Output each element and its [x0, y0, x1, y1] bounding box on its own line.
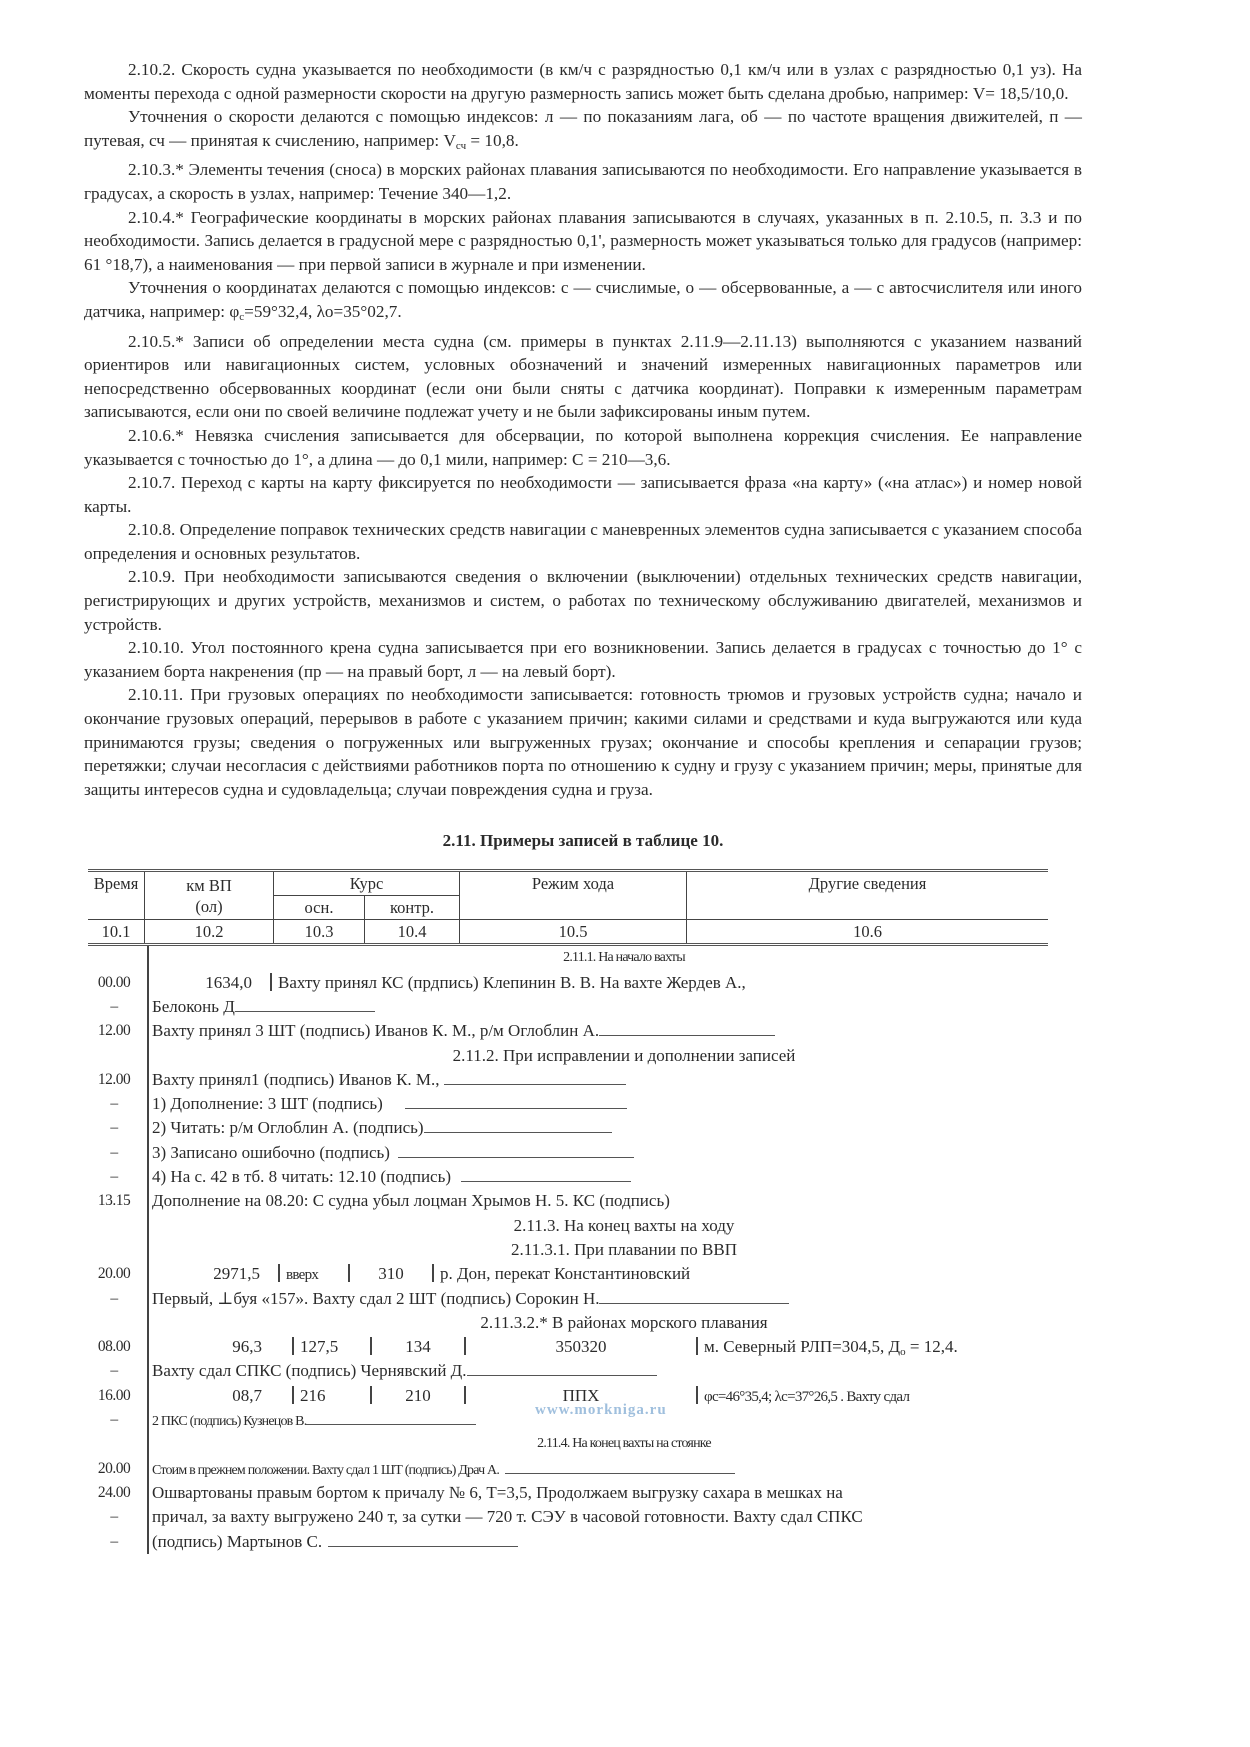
- header-mode: Режим хода: [460, 871, 687, 920]
- paragraph-2-10-2-speed-indices: Уточнения о скорости делаются с помощью индексов: л — по показаниям лага, об — по частоте вращения движителей, п — путевая, сч — принятая к счислению, например: $V_{сч} = 10,8$.: [84, 107, 1082, 152]
- signature-line: [505, 1457, 735, 1474]
- log-row: – 2) Читать: р/м Оглоблин А. (подпись): [88, 1116, 1048, 1140]
- paragraph-2-10-5: 2.10.5.* Записи об определении места судна (см. примеры в пунктах 2.11.9—2.11.13) выполняются с указанием названий ориентиров или навигационных систем, условных обозначений и значений измеренных навигационных параметров или непосредственно обсервованных координат (если они были сняты с датчика координат). Поправки к измеренным параметрам записываются, если они по своей величине подлежат учету и не были зафиксированы иным путем.: [84, 331, 1082, 422]
- signature-line: [467, 1359, 657, 1376]
- col-num-5: 10.5: [460, 920, 687, 945]
- log-examples: [88, 946, 1048, 1553]
- subsection-title: 2.11.3.2.* В районах морского плавания: [480, 1312, 768, 1332]
- watermark: www.morkniga.ru: [535, 1402, 667, 1418]
- paragraph-2-10-4: 2.10.4.* Географические координаты в морских районах плавания записываются в случаях, указанных в п. 2.10.5, п. 3.3 и по необходимости. Запись делается в градусной мере с разрядностью 0,1', размерность может указываться только для градусов (например: 61 °18,7), а наименования — при первой записи в журнале и при изменении.: [84, 207, 1082, 274]
- paragraph-2-10-9: 2.10.9. При необходимости записываются сведения о включении (выключении) отдельных технических средств навигации, регистрирующих и других устройств, механизмов и систем, о работах по техническому обслуживанию двигателей, механизмов и устройств.: [84, 567, 1082, 634]
- col-num-6: 10.6: [687, 920, 1049, 945]
- paragraph-2-10-10: 2.10.10. Угол постоянного крена судна записывается при его возникновении. Запись делается в градусах с точностью до 1° с указанием борта накренения (пр — на правый борт, л — на левый борт).: [84, 638, 1082, 681]
- log-row: – 1) Дополнение: 3 ШТ (подпись): [88, 1092, 1048, 1116]
- subsection-title: 2.11.3.1. При плавании по ВВП: [510, 1239, 738, 1259]
- subsection-title: 2.11.2. При исправлении и дополнении записей: [452, 1045, 796, 1065]
- signature-line: [306, 1408, 476, 1425]
- signature-line: [599, 1287, 789, 1304]
- log-row: 12.00 Вахту принял1 (подпись) Иванов К. М.,: [88, 1068, 1048, 1092]
- log-row: – Первый, ⊥буя «157». Вахту сдал 2 ШТ (подпись) Сорокин Н.: [88, 1287, 1048, 1311]
- log-row: 24.00 Ошвартованы правым бортом к причалу № 6, Т=3,5, Продолжаем выгрузку сахара в мешках на: [97, 1482, 843, 1502]
- signature-line: [599, 1019, 775, 1036]
- col-num-1: 10.1: [88, 920, 145, 945]
- signature-line: [328, 1530, 518, 1547]
- col-num-3: 10.3: [274, 920, 365, 945]
- signature-line: [235, 995, 375, 1012]
- signature-line: [461, 1165, 631, 1182]
- signature-line: [405, 1092, 627, 1109]
- header-other: Другие сведения: [687, 871, 1049, 920]
- signature-line: [444, 1068, 626, 1085]
- paragraph-2-10-6: 2.10.6.* Невязка счисления записывается для обсервации, по которой выполнена коррекция счисления. Ее направление указывается с точностью до 1°, а длина — до 0,1 мили, например: С = 210—3,6.: [84, 425, 1082, 469]
- log-row: 00.00 1634,0 Вахту принял КС (прдпись) Клепинин В. В. На вахте Жердев А.,: [97, 972, 746, 992]
- paragraph-2-10-3: 2.10.3.* Элементы течения (сноса) в морских районах плавания записываются по необходимости. Его направление указывается в градусах, а скорость в узлах, например: Течение 340—1,2.: [84, 160, 1082, 203]
- log-row: – (подпись) Мартынов С.: [88, 1530, 1048, 1554]
- paragraph-2-10-8: 2.10.8. Определение поправок технических средств навигации с маневренных элементов судна записывается с указанием способа определения и основных результатов.: [84, 520, 1082, 563]
- log-row: 20.00 Стоим в прежнем положении. Вахту сдал 1 ШТ (подпись) Драч А.: [88, 1457, 1048, 1481]
- log-row: 20.00 2971,5 вверх 310 р. Дон, перекат Константиновский: [97, 1264, 691, 1284]
- log-row: – 4) На с. 42 в тб. 8 читать: 12.10 (подпись): [88, 1165, 1048, 1189]
- header-course-main: осн.: [274, 896, 365, 920]
- paragraph-2-10-11: 2.10.11. При грузовых операциях по необходимости записывается: готовность трюмов и грузовых устройств судна; начало и окончание грузовых операций, перерывов в работе с указанием причин; какими силами и средствами и куда выгружаются или куда принимаются грузы; сведения о погруженных или выгруженных грузах; окончание и способы крепления и сепарации грузов; перетяжки; случаи несогласия с действиями работников порта по отношению к судну и грузу с указанием причин; меры, принятые для защиты интересов судна и судовладельца; случаи повреждения судна и груза.: [84, 685, 1082, 799]
- subsection-title: 2.11.4. На конец вахты на стоянке: [537, 1436, 711, 1452]
- signature-line: [424, 1116, 612, 1133]
- log-row: – Вахту сдал СПКС (подпись) Чернявский Д.: [88, 1359, 1048, 1383]
- log-row: – причал, за вахту выгружено 240 т, за сутки — 720 т. СЭУ в часовой готовности. Вахту сдал СПКС: [110, 1507, 863, 1527]
- subsection-title: 2.11.1. На начало вахты: [563, 950, 685, 966]
- paragraph-2-10-2: 2.10.2. Скорость судна указывается по необходимости (в км/ч с разрядностью 0,1 км/ч или в узлах с разрядностью 0,1 уз). На моменты перехода с одной размерности скорости на другую размерность запись может быть сделана дробью, например: V= 18,5/10,0.: [84, 60, 1082, 103]
- header-time: Время: [88, 871, 145, 920]
- log-row: 08.00 96,3 127,5 134 350320 м. Северный РЛП=304,5, $Д_о = 12,4$.: [97, 1337, 958, 1359]
- signature-line: [398, 1141, 634, 1158]
- section-heading-2-11: 2.11. Примеры записей в таблице 10.: [442, 831, 724, 851]
- paragraph-2-10-7: 2.10.7. Переход с карты на карту фиксируется по необходимости — записывается фраза «на карту» («на атлас») и номер новой карты.: [84, 473, 1082, 516]
- header-course-ctrl: контр.: [365, 896, 460, 920]
- col-num-2: 10.2: [145, 920, 274, 945]
- col-num-4: 10.4: [365, 920, 460, 945]
- subsection-title: 2.11.3. На конец вахты на ходу: [513, 1215, 735, 1235]
- log-row: 13.15 Дополнение на 08.20: С судна убыл лоцман Хрымов Н. 5. КС (подпись): [97, 1191, 670, 1211]
- paragraph-2-10-4-coordinate-indices: Уточнения о координатах делаются с помощью индексов: с — счислимые, о — обсервованные, а — с автосчислителя или иного датчика, например: $\varphi_с=59^\circ 32,4$, λо=35°02,7.: [84, 278, 1082, 323]
- log-table-header: [88, 869, 1048, 946]
- header-course: Курс: [274, 871, 460, 896]
- log-row: 16.00 08,7 216 210 ППХ φс=46°35,4; λс=37°26,5 . Вахту сдал: [97, 1385, 910, 1405]
- header-km-vp: км ВП (ол): [145, 871, 274, 920]
- log-row: – 2 ПКС (подпись) Кузнецов В.: [88, 1408, 1048, 1432]
- log-row: 12.00 Вахту принял 3 ШТ (подпись) Иванов К. М., р/м Оглоблин А.: [88, 1019, 1048, 1043]
- log-row: – Белоконь Д: [88, 995, 1048, 1019]
- log-row: – 3) Записано ошибочно (подпись): [88, 1141, 1048, 1165]
- document-page: [84, 58, 1082, 1554]
